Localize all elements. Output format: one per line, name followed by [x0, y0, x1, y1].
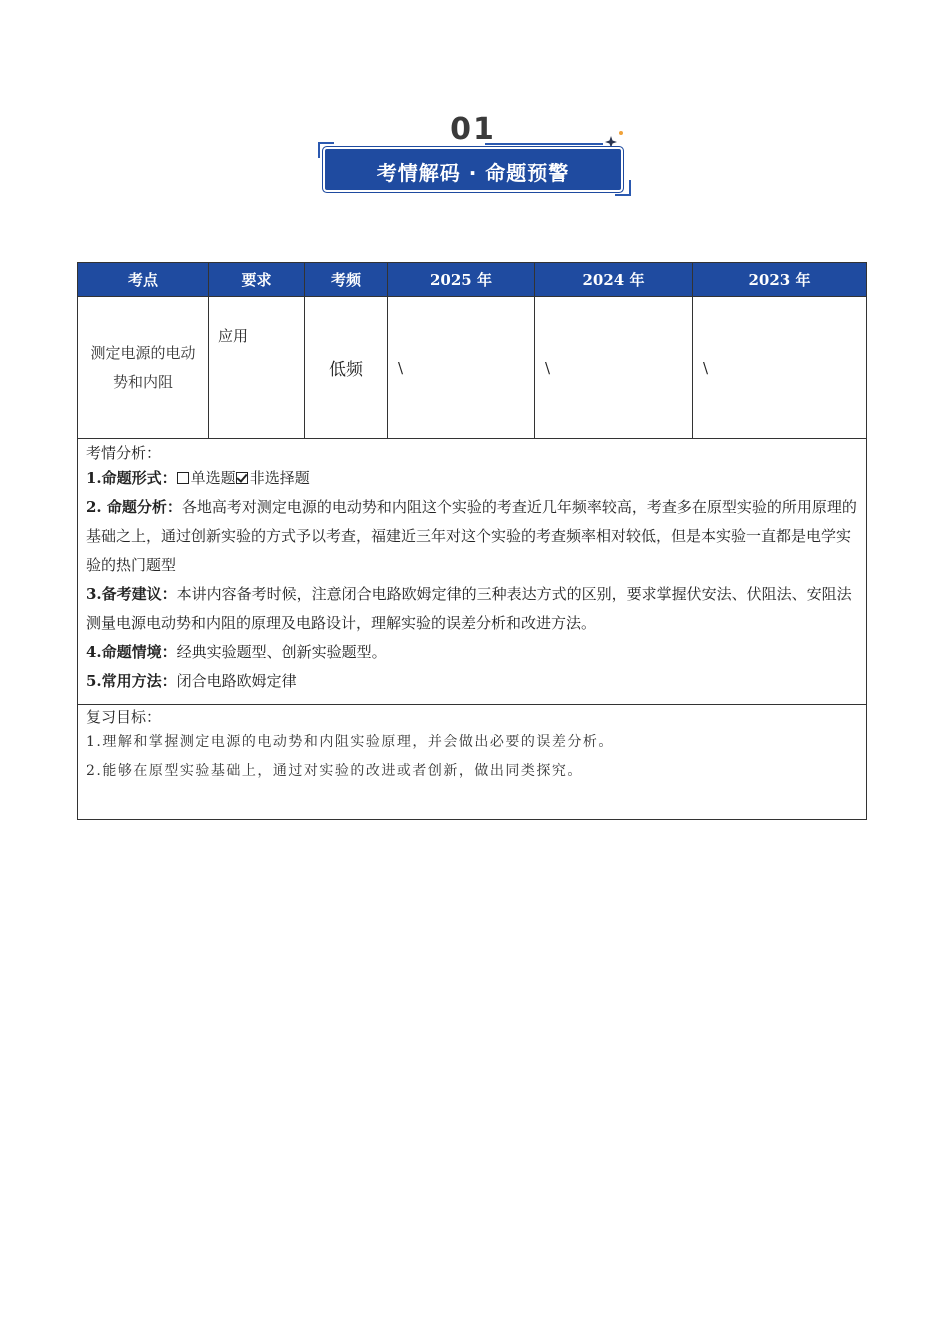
- analysis-form: [86, 464, 858, 493]
- review-goal: 1.理解和掌握测定电源的电动势和内阻实验原理，并会做出必要的误差分析。: [86, 734, 614, 750]
- review-cell: [78, 705, 867, 820]
- header-2023: 2023 年: [693, 263, 867, 297]
- advice-label: 3.备考建议：: [86, 585, 177, 603]
- analysis-advice: [86, 580, 858, 638]
- advice-text: 本讲内容备考时候，注意闭合电路欧姆定律的三种表达方式的区别，要求掌握伏安法、伏阻法、安阻法测量电源电动势和内阻的原理及电路设计，理解实验的误差分析和改进方法。: [86, 585, 852, 632]
- analysis-method: [86, 667, 858, 696]
- review-heading: 复习目标：: [86, 708, 162, 726]
- section-banner: [315, 112, 635, 202]
- method-text: 闭合电路欧姆定律: [176, 672, 297, 690]
- header-frequency: 考频: [305, 263, 388, 297]
- analysis-row: [78, 439, 867, 705]
- cell-2023: \: [693, 297, 867, 439]
- checkbox-unchecked-icon: [177, 472, 189, 484]
- method-label: 5.常用方法：: [86, 672, 177, 690]
- cell-frequency: 低频: [305, 297, 388, 439]
- banner-title-bar: [325, 149, 621, 190]
- table-header-row: [78, 263, 867, 297]
- checkbox-checked-icon: [236, 472, 248, 484]
- analysis-label: 2. 命题分析：: [86, 498, 182, 516]
- cell-topic: 测定电源的电动势和内阻: [78, 297, 209, 439]
- header-2024: 2024 年: [535, 263, 693, 297]
- review-goal: 2.能够在原型实验基础上，通过对实验的改进或者创新，做出同类探究。: [86, 763, 583, 779]
- review-row: [78, 705, 867, 820]
- analysis-detail: [86, 493, 858, 580]
- exam-analysis-table: [77, 262, 867, 820]
- form-option-single-choice: 单选题: [190, 469, 236, 487]
- header-topic: 考点: [78, 263, 209, 297]
- analysis-context: [86, 638, 858, 667]
- section-number: 01: [450, 112, 496, 147]
- table-row: [78, 297, 867, 439]
- context-label: 4.命题情境：: [86, 643, 177, 661]
- banner-line-decoration: [485, 143, 603, 145]
- header-2025: 2025 年: [388, 263, 535, 297]
- header-requirement: 要求: [209, 263, 305, 297]
- analysis-heading: 考情分析：: [86, 444, 162, 462]
- analysis-text: 各地高考对测定电源的电动势和内阻这个实验的考查近几年频率较高，考查多在原型实验的所用原理的基础之上，通过创新实验的方式予以考查，福建近三年对这个实验的考查频率相对较低，但是本实验一直都是电学实验的热门题型: [86, 498, 857, 574]
- cell-requirement: 应用: [209, 297, 305, 439]
- form-option-non-choice: 非选择题: [249, 469, 310, 487]
- analysis-cell: [78, 439, 867, 705]
- banner-corner-decoration: [615, 180, 631, 196]
- context-text: 经典实验题型、创新实验题型。: [176, 643, 387, 661]
- cell-2025: \: [388, 297, 535, 439]
- cell-2024: \: [535, 297, 693, 439]
- form-label: 1.命题形式：: [86, 469, 177, 487]
- banner-title: 考情解码 · 命题预警: [376, 161, 570, 185]
